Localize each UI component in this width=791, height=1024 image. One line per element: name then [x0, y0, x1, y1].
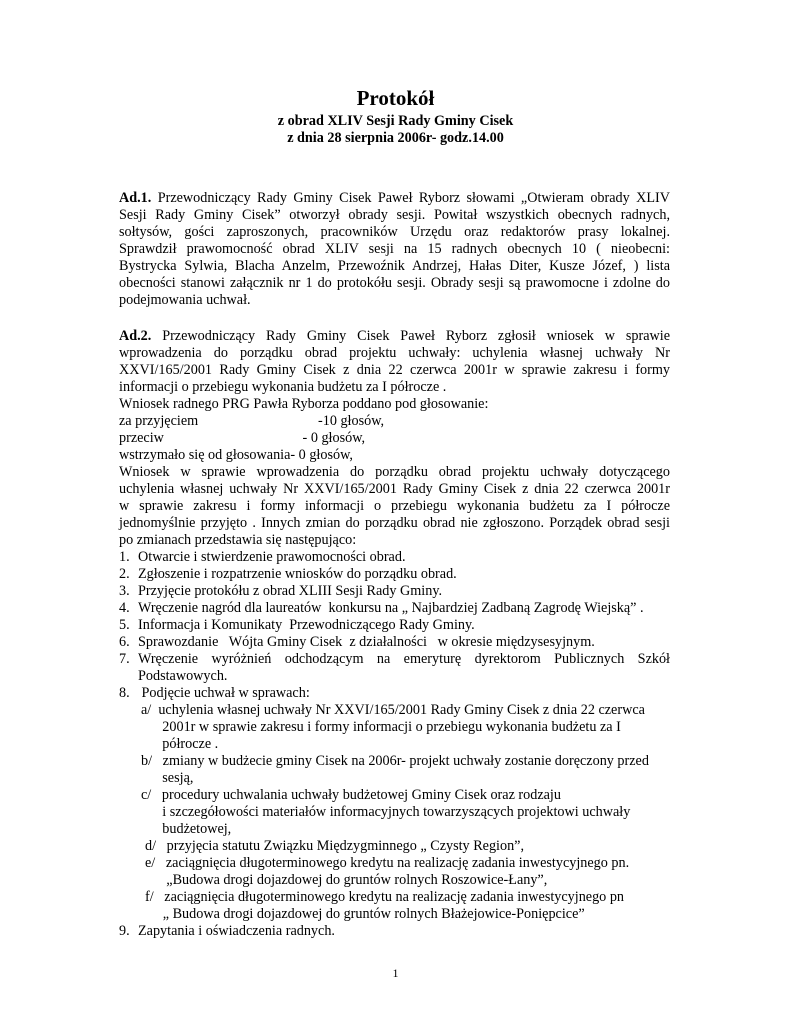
agenda-sub-item-line: c/ procedury uchwalania uchwały budżetowej Gminy Cisek oraz rodzaju	[141, 787, 561, 803]
vote-label: przeciw	[119, 430, 164, 446]
agenda-item-text: Zgłoszenie i rozpatrzenie wniosków do porządku obrad.	[138, 566, 457, 582]
ad2-result-line: po zmianach przedstawia się następująco:	[119, 532, 357, 548]
agenda-sub-item-line: b/ zmiany w budżecie gminy Cisek na 2006r- projekt uchwały zostanie doręczony przed	[141, 753, 649, 769]
agenda-sub-items	[119, 702, 670, 923]
ad1-line: Ad.1. Przewodniczący Rady Gminy Cisek Paweł Ryborz słowami „Otwieram obrady XLIV	[119, 190, 670, 206]
agenda-sub-item-line: „ Budowa drogi dojazdowej do gruntów rolnych Błażejowice-Poniępcice”	[145, 906, 585, 922]
page-number: 1	[392, 966, 399, 980]
subtitle-date: z dnia 28 sierpnia 2006r- godz.14.00	[287, 130, 504, 146]
agenda-item-number: 2.	[119, 566, 130, 582]
ad2-result-paragraph	[119, 464, 670, 549]
vote-label: wstrzymało się od głosowania	[119, 447, 291, 463]
subtitle-session: z obrad XLIV Sesji Rady Gminy Cisek	[277, 113, 514, 129]
vote-row	[119, 413, 670, 430]
agenda-item-text: Zapytania i oświadczenia radnych.	[138, 923, 335, 939]
agenda-item-number: 4.	[119, 600, 130, 616]
agenda-item-number	[119, 668, 138, 685]
agenda-item	[119, 617, 670, 634]
agenda-item-number: 8.	[119, 685, 130, 701]
ad2-result-line: uchylenia własnej uchwały Nr XXVI/165/2001 Rady Gminy Cisek z dnia 22 czerwca 2001r	[119, 481, 670, 497]
agenda-item	[119, 685, 670, 702]
agenda-item	[119, 668, 670, 685]
ad1-line: sołtysów, gości zaproszonych, pracowników Urzędu oraz redaktorów prasy lokalnej.	[119, 224, 670, 240]
agenda-item	[119, 923, 670, 940]
agenda-sub-item-line: 2001r w sprawie zakresu i formy informacji o przebiegu wykonania budżetu za I	[141, 719, 621, 735]
ad2-result-line: jednomyślnie przyjęto . Innych zmian do porządku obrad nie zgłoszono. Porządek obrad sesji	[119, 515, 670, 531]
section-ad2	[119, 328, 670, 940]
agenda-sub-item-line: budżetowej,	[141, 821, 232, 837]
agenda-item	[119, 651, 670, 668]
agenda-item	[119, 583, 670, 600]
ad2-line: XXVI/165/2001 Rady Gminy Cisek z dnia 22 czerwca 2001r w sprawie zakresu i formy	[119, 362, 670, 378]
ad1-label: Ad.1.	[119, 190, 152, 206]
agenda-sub-item-line: półrocze .	[141, 736, 219, 752]
page-title: Protokół	[356, 86, 435, 110]
agenda-list	[119, 549, 670, 702]
vote-intro: Wniosek radnego PRG Pawła Ryborza poddano pod głosowanie:	[119, 396, 489, 412]
vote-value: - 0 głosów,	[299, 430, 366, 446]
agenda-item-number: 5.	[119, 617, 130, 633]
vote-value: - 0 głosów,	[290, 447, 353, 463]
agenda-item-text: Przyjęcie protokółu z obrad XLIII Sesji Rady Gminy.	[138, 583, 443, 599]
ad1-line: obecności stanowi załącznik nr 1 do protokółu sesji. Obrady sesji są prawomocne i zdolne do	[119, 275, 670, 291]
ad2-paragraph	[119, 328, 670, 396]
agenda-sub-item-line: sesją,	[141, 770, 194, 786]
agenda-sub-item-line: d/ przyjęcia statutu Związku Międzygminnego „ Czysty Region”,	[145, 838, 525, 854]
agenda-item-number: 1.	[119, 549, 130, 565]
agenda-sub-item-line: „Budowa drogi dojazdowej do gruntów rolnych Roszowice-Łany”,	[145, 872, 548, 888]
ad2-result-line: w sprawie zakresu i formy informacji o przebiegu wykonania budżetu za I półrocze	[119, 498, 670, 514]
section-ad1	[119, 190, 670, 309]
vote-row	[119, 447, 670, 464]
agenda-item-text: Sprawozdanie Wójta Gminy Cisek z działalności w okresie międzysesyjnym.	[138, 634, 595, 650]
agenda-sub-item-line: i szczegółowości materiałów informacyjnych towarzyszących projektowi uchwały	[141, 804, 631, 820]
agenda-item-text: Wręczenie nagród dla laureatów konkursu na „ Najbardziej Zadbaną Zagrodę Wiejską” .	[138, 600, 644, 616]
agenda-item	[119, 549, 670, 566]
vote-row	[119, 430, 670, 447]
agenda-item-number: 7.	[119, 651, 130, 667]
ad2-line: Ad.2. Przewodniczący Rady Gminy Cisek Paweł Ryborz zgłosił wniosek w sprawie	[119, 328, 670, 344]
ad2-line: wprowadzenia do porządku obrad projektu uchwały: uchylenia własnej uchwały Nr	[119, 345, 670, 361]
agenda-item-text: Informacja i Komunikaty Przewodniczącego Rady Gminy.	[138, 617, 475, 633]
agenda-sub-item-line: f/ zaciągnięcia długoterminowego kredytu na realizację zadania inwestycyjnego pn	[145, 889, 625, 905]
agenda-item-text: Wręczenie wyróżnień odchodzącym na emeryturę dyrektorom Publicznych Szkół	[138, 651, 670, 667]
agenda-item	[119, 600, 670, 617]
agenda-item-text: Podstawowych.	[138, 668, 228, 684]
ad1-line: Sprawdził prawomocność obrad XLIV sesji na 15 radnych obecnych 10 ( nieobecni:	[119, 241, 670, 257]
ad1-line: Bystrycka Sylwia, Blacha Anzelm, Przewoźnik Andrzej, Hałas Diter, Kusze Józef, ) lista	[119, 258, 670, 274]
agenda-item	[119, 634, 670, 651]
agenda-sub-item-line: a/ uchylenia własnej uchwały Nr XXVI/165/2001 Rady Gminy Cisek z dnia 22 czerwca	[141, 702, 645, 718]
agenda-item-number: 3.	[119, 583, 130, 599]
ad2-label: Ad.2.	[119, 328, 152, 344]
agenda-item-number: 6.	[119, 634, 130, 650]
ad2-line: informacji o przebiegu wykonania budżetu za I półrocze .	[119, 379, 447, 395]
agenda-item	[119, 566, 670, 583]
agenda-item-number: 9.	[119, 923, 130, 939]
agenda-item-text: Podjęcie uchwał w sprawach:	[138, 685, 310, 701]
ad1-line: Sesji Rady Gminy Cisek” otworzył obrady sesji. Powitał wszystkich obecnych radnych,	[119, 207, 670, 223]
agenda-item-text: Otwarcie i stwierdzenie prawomocności obrad.	[138, 549, 406, 565]
vote-value: -10 głosów,	[318, 413, 385, 429]
vote-label: za przyjęciem	[119, 413, 199, 429]
agenda-sub-item-line: e/ zaciągnięcia długoterminowego kredytu na realizację zadania inwestycyjnego pn.	[145, 855, 630, 871]
ad1-line: podejmowania uchwał.	[119, 292, 251, 308]
vote-list	[119, 413, 670, 464]
ad2-result-line: Wniosek w sprawie wprowadzenia do porządku obrad projektu uchwały dotyczącego	[119, 464, 670, 480]
